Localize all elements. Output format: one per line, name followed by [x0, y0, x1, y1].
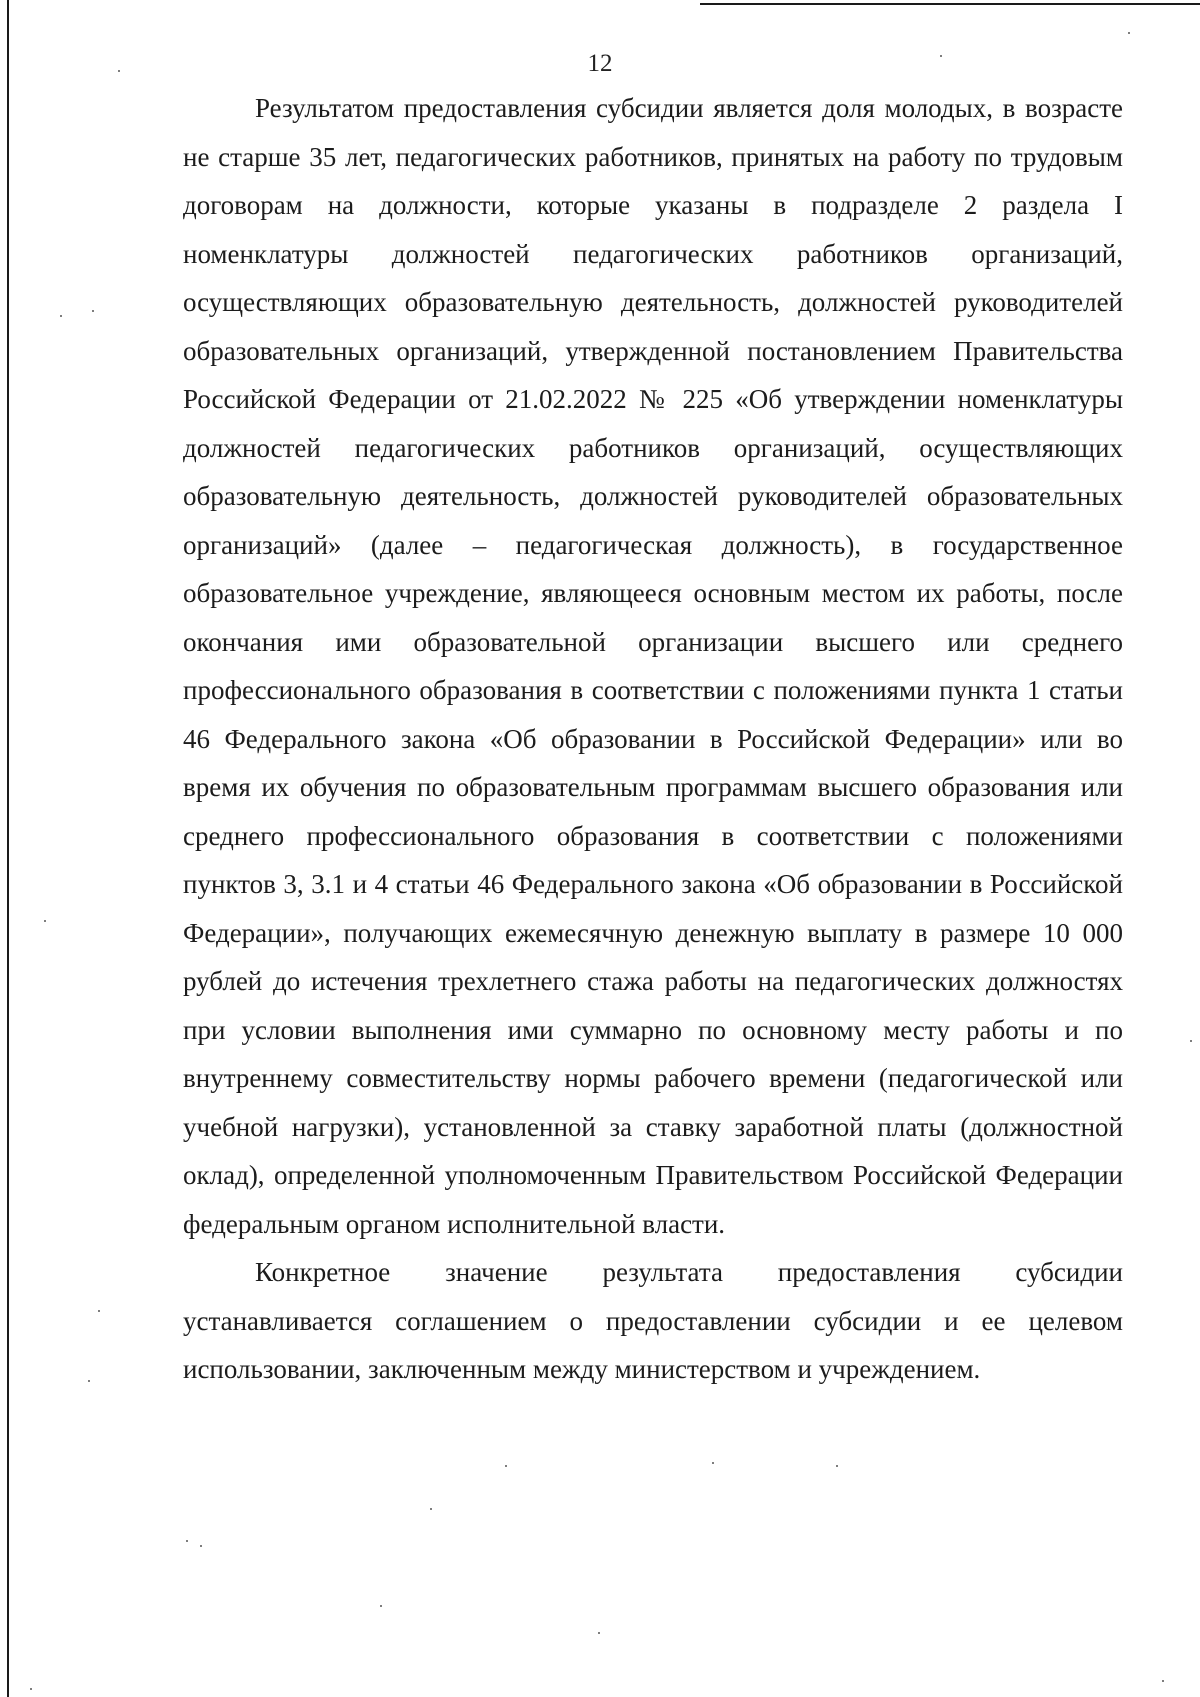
scan-speck [940, 55, 942, 57]
scan-speck [98, 1310, 100, 1312]
scan-speck [44, 920, 46, 922]
scan-edge-left [7, 0, 9, 1697]
scan-speck [200, 1545, 202, 1547]
scan-speck [1162, 1680, 1164, 1682]
document-body [183, 84, 1123, 1394]
scan-speck [1128, 32, 1130, 34]
scan-speck [430, 1508, 432, 1510]
scan-speck [92, 310, 94, 312]
scan-speck [1190, 1040, 1192, 1042]
paragraph-subsidy-result: Результатом предоставления субсидии является доля молодых, в возрасте не старше 35 лет, педагогических работников, принятых на работу по трудовым договорам на должности, которые указаны в подразделе 2 раздела I номенклатуры должностей педагогических работников организаций, осуществляющих образовательную деятельность, должностей руководителей образовательных организаций, утвержденной постановлением Правительства Российской Федерации от 21.02.2022 № 225 «Об утверждении номенклатуры должностей педагогических работников организаций, осуществляющих образовательную деятельность, должностей руководителей образовательных организаций» (далее – педагогическая должность), в государственное образовательное учреждение, являющееся основным местом их работы, после окончания ими образовательной организации высшего или среднего профессионального образования в соответствии с положениями пункта 1 статьи 46 Федерального закона «Об образовании в Российской Федерации» или во время их обучения по образовательным программам высшего образования или среднего профессионального образования в соответствии с положениями пунктов 3, 3.1 и 4 статьи 46 Федерального закона «Об образовании в Российской Федерации», получающих ежемесячную денежную выплату в размере 10 000 рублей до истечения трехлетнего стажа работы на педагогических должностях при условии выполнения ими суммарно по основному месту работы и по внутреннему совместительству нормы рабочего времени (педагогической или учебной нагрузки), установленной за ставку заработной платы (должностной оклад), определенной уполномоченным Правительством Российской Федерации федеральным органом исполнительной власти. [183, 93, 1123, 1239]
scan-speck [30, 1688, 32, 1690]
scan-speck [712, 1462, 714, 1464]
scan-speck [505, 1465, 507, 1467]
scan-speck [186, 1540, 188, 1542]
scan-speck [836, 1465, 838, 1467]
scan-speck [118, 70, 120, 72]
scan-speck [60, 315, 62, 317]
paragraph-result-value: Конкретное значение результата предоставления субсидии устанавливается соглашением о предоставлении субсидии и ее целевом использовании, заключенным между министерством и учреждением. [183, 1257, 1123, 1384]
scan-speck [598, 1632, 600, 1634]
scan-speck [88, 1380, 90, 1382]
scan-speck [380, 1605, 382, 1607]
page-number: 12 [587, 50, 613, 77]
scan-edge-top [700, 3, 1200, 5]
